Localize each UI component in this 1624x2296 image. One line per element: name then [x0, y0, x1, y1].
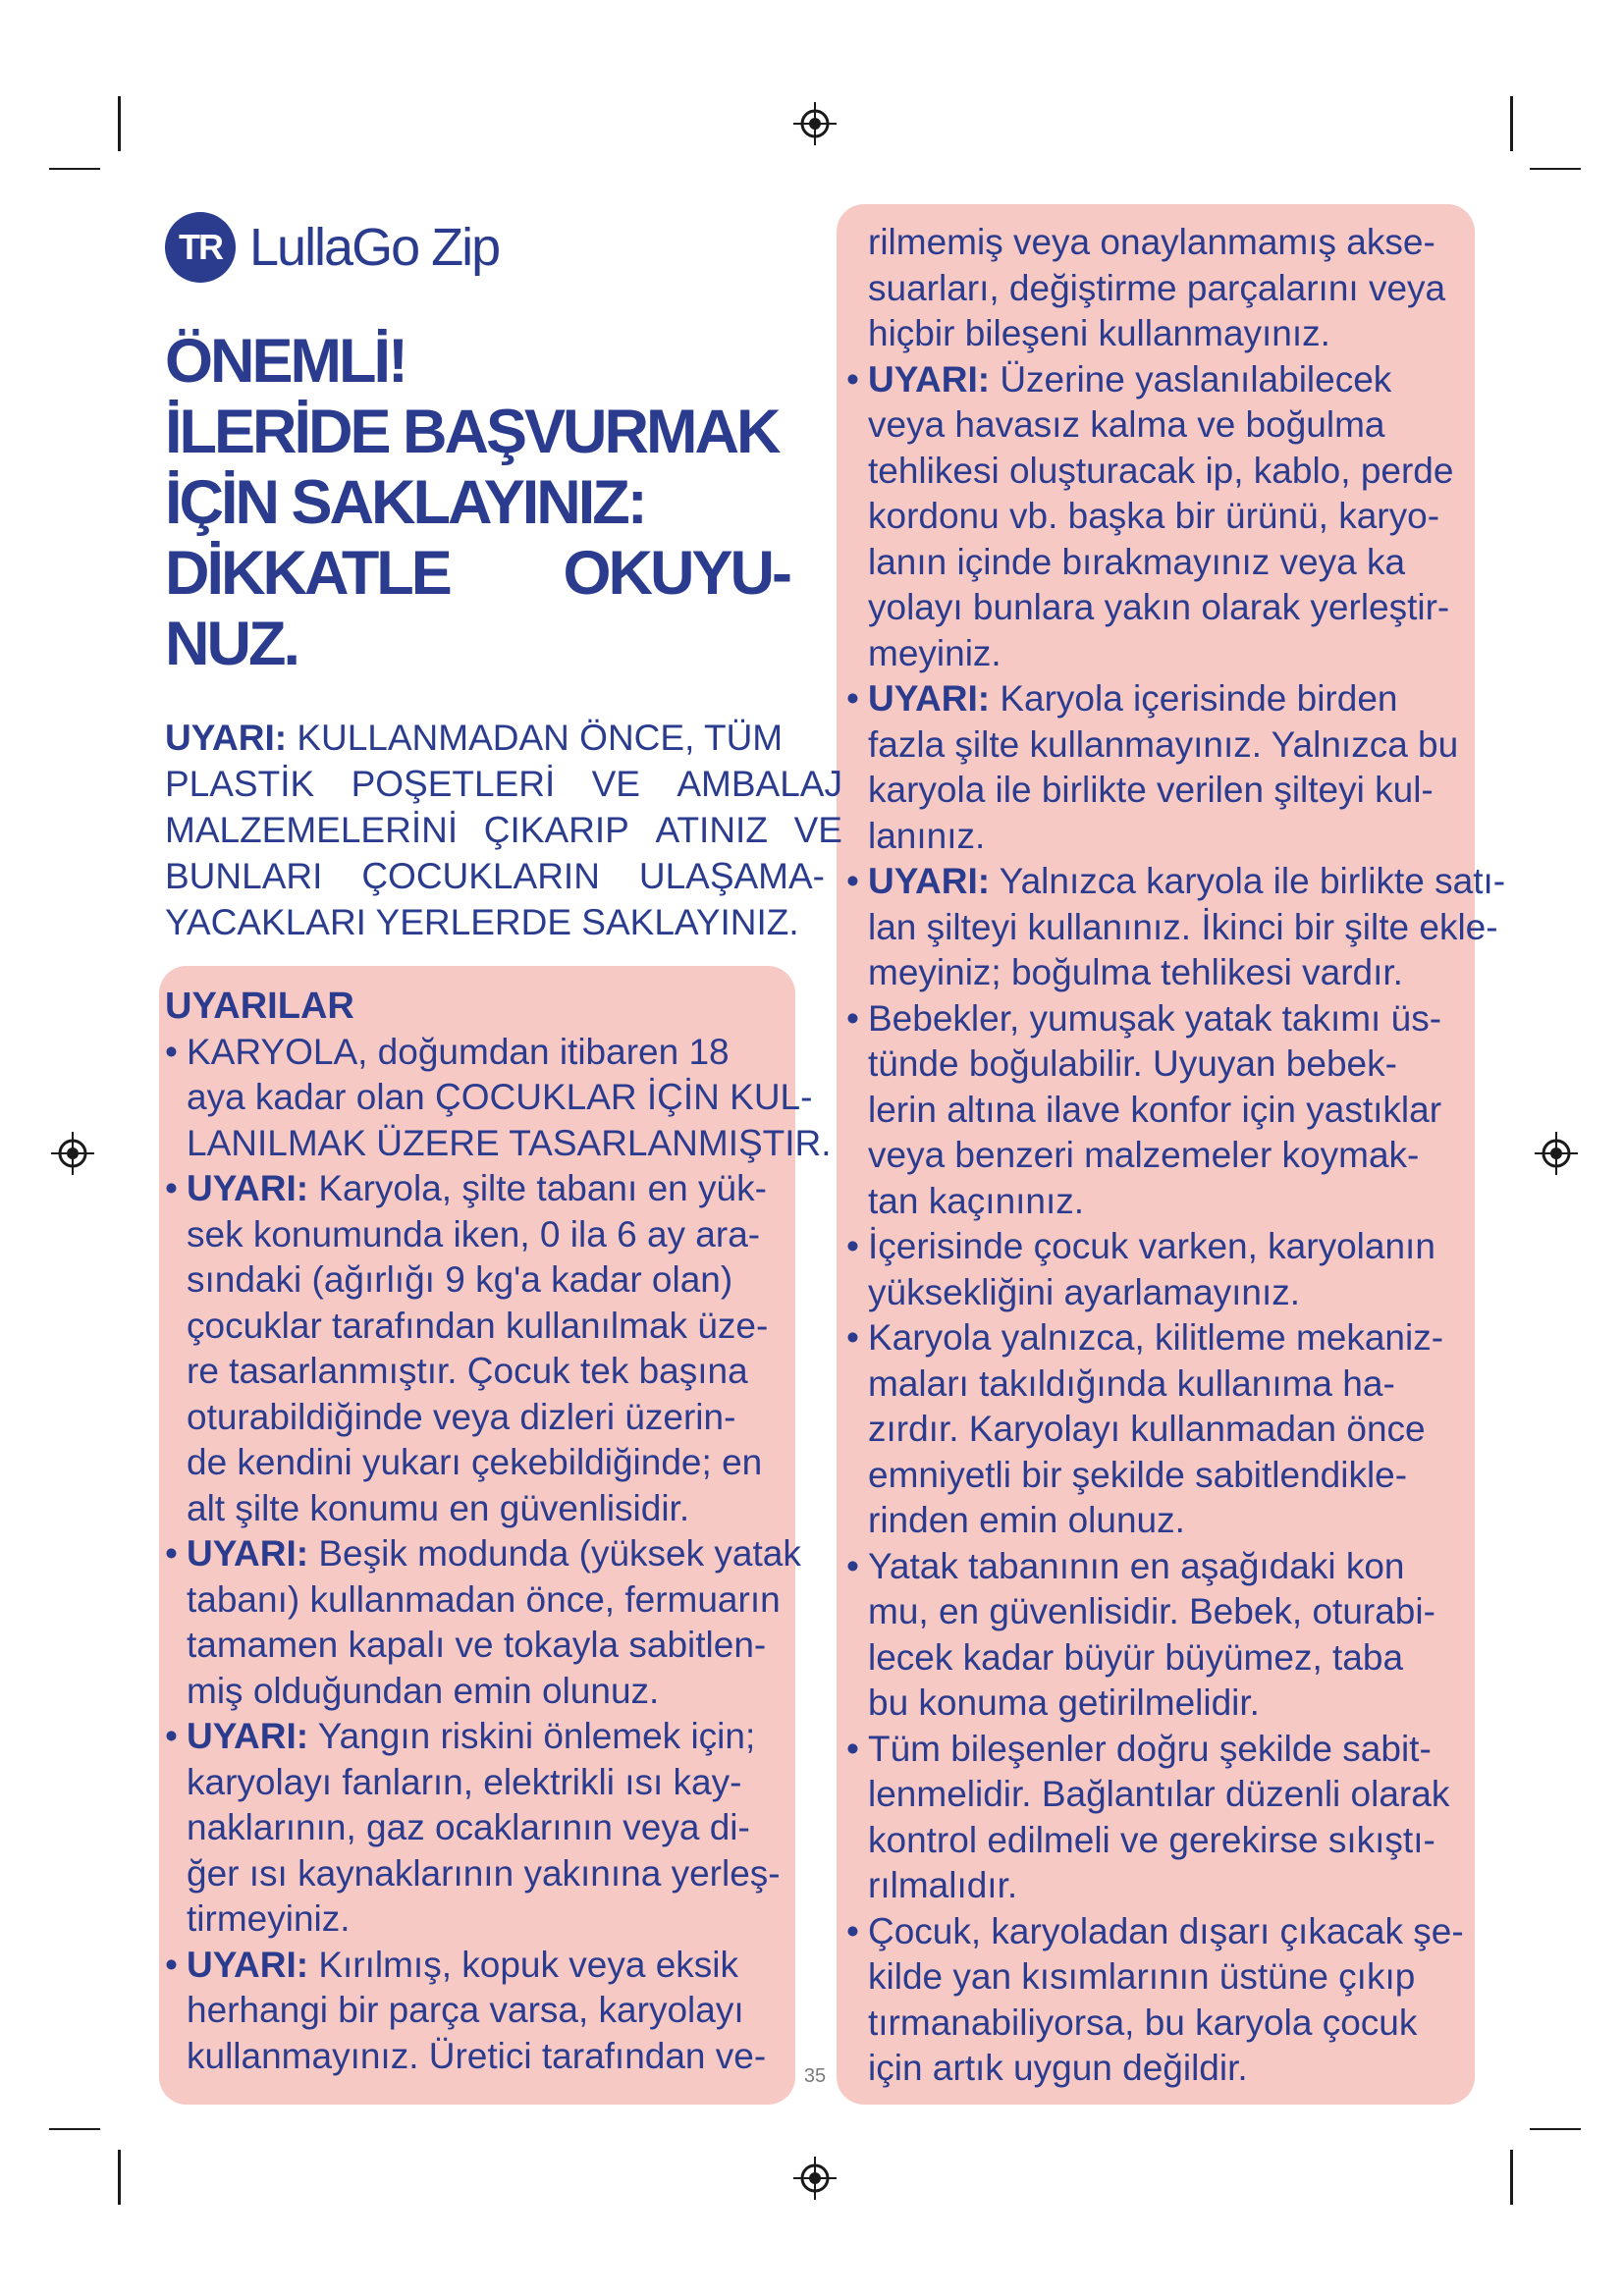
registration-mark-icon [1535, 1132, 1578, 1175]
warning-text: meyiniz. [868, 632, 1001, 673]
warning-label: UYARI: [868, 678, 991, 719]
warning-line [846, 814, 1471, 860]
warning-text: hiçbir bileşeni kullanmayınız. [868, 313, 1330, 353]
warning-line [846, 1362, 1471, 1408]
warning-text: Karyola içerisinde birden [1000, 678, 1398, 719]
intro-word: VE [793, 810, 842, 850]
warning-text: İçerisinde çocuk varken, karyolanın [868, 1226, 1435, 1266]
language-badge: TR [165, 212, 236, 283]
warning-label: UYARI: [187, 1168, 309, 1208]
warning-line [846, 2046, 1471, 2092]
warning-text: alt şilte konumu en güvenlisidir. [187, 1487, 690, 1528]
intro-warning [165, 715, 842, 945]
warning-label: UYARI: [868, 358, 991, 400]
warnings-heading: UYARILAR [165, 986, 354, 1027]
warning-text: fazla şilte kullanmayınız. Yalnızca bu [868, 723, 1459, 765]
warning-text: tabanı) kullanmadan önce, fermuarın [187, 1578, 781, 1620]
warning-line [165, 1577, 793, 1624]
intro-line [165, 853, 825, 899]
warning-line [165, 1440, 793, 1486]
bullet-icon: • [165, 1168, 178, 1208]
warning-line [846, 494, 1471, 540]
bullet-icon: • [846, 861, 859, 901]
warning-line [846, 1909, 1471, 1955]
warning-text: kilde yan kısımlarının üstüne çıkıp [868, 1956, 1416, 1997]
warning-line [846, 357, 1471, 403]
warning-line [165, 1805, 793, 1851]
warning-line [846, 859, 1506, 905]
warning-line [846, 1954, 1471, 2001]
warning-text: mu, en güvenlisidir. Bebek, oturabi- [868, 1591, 1435, 1631]
warning-text: Yatak tabanının en aşağıdaki kon [868, 1545, 1405, 1586]
warning-text: Beşik modunda (yüksek yatak [318, 1533, 801, 1574]
warning-line [846, 950, 1471, 996]
brand-logo [165, 208, 499, 287]
warning-text: Yalnızca karyola ile birlikte satı- [999, 861, 1506, 901]
warning-line [846, 402, 1471, 449]
warning-line [846, 1589, 1471, 1635]
warning-text: suarları, değiştirme parçalarını veya [868, 267, 1446, 308]
title-word: DİKKATLE [165, 539, 450, 608]
intro-line [165, 761, 842, 807]
warning-label: UYARI: [187, 1716, 309, 1756]
warning-line [165, 1304, 793, 1350]
warning-text: miş olduğundan emin olunuz. [187, 1670, 660, 1711]
page-number: 35 [803, 2065, 827, 2087]
title-line: ÖNEMLİ! [165, 327, 406, 396]
warning-label: UYARI: [165, 718, 288, 758]
warning-text: tamamen kapalı ve tokayla sabitlen- [187, 1625, 767, 1665]
warning-label: UYARI: [187, 1533, 309, 1574]
warning-text: zırdır. Karyolayı kullanmadan önce [868, 1409, 1426, 1449]
warning-text: kullanmayınız. Üretici tarafından ve- [187, 2035, 767, 2076]
warning-text: naklarının, gaz ocaklarının veya di- [187, 1807, 750, 1847]
warning-line [846, 1453, 1471, 1499]
intro-word: ULAŞAMA- [638, 856, 825, 896]
crop-mark [49, 2128, 100, 2130]
warning-line [846, 1681, 1471, 1727]
warning-text: rilmemiş veya onaylanmamış akse- [868, 222, 1435, 262]
intro-word: VE [591, 764, 640, 804]
intro-word: ATINIZ [655, 810, 768, 850]
warning-line [165, 1257, 793, 1304]
warning-line [846, 1088, 1471, 1134]
crop-mark [1510, 96, 1513, 151]
warning-line [846, 1498, 1471, 1544]
warning-text: lanın içinde bırakmayınız veya ka [868, 541, 1406, 582]
bullet-icon: • [165, 1533, 178, 1574]
warning-text: KARYOLA, doğumdan itibaren 18 [187, 1031, 730, 1072]
warning-line [165, 1212, 793, 1258]
title-word: OKUYU- [563, 539, 789, 608]
warning-line [165, 1395, 793, 1441]
warning-text: oturabildiğinde veya dizleri üzerin- [187, 1396, 736, 1437]
warning-text: aya kadar olan ÇOCUKLAR İÇİN KUL- [187, 1077, 813, 1117]
warning-text: karyolayı fanların, elektrikli ısı kay- [187, 1761, 742, 1802]
bullet-icon: • [846, 1226, 859, 1266]
bullet-icon: • [846, 1728, 859, 1769]
warning-text: Yangın riskini önlemek için; [317, 1716, 756, 1756]
warning-line [165, 1030, 793, 1076]
warning-text: LANILMAK ÜZERE TASARLANMIŞTIR. [187, 1122, 832, 1163]
warning-line [165, 1851, 793, 1897]
warning-line [846, 996, 1471, 1042]
warning-text: Çocuk, karyoladan dışarı çıkacak şe- [868, 1910, 1464, 1951]
warning-line [846, 1270, 1471, 1316]
warning-line [846, 1863, 1471, 1909]
warning-text: re tasarlanmıştır. Çocuk tek başına [187, 1351, 748, 1391]
warning-line [165, 1166, 793, 1212]
warning-text: tehlikesi oluşturacak ip, kablo, perde [868, 450, 1454, 491]
warning-text: lanınız. [868, 815, 986, 856]
warning-line [846, 1818, 1471, 1864]
warning-text: karyola ile birlikte verilen şilteyi kul- [868, 770, 1434, 810]
warning-text: Bebekler, yumuşak yatak takımı üs- [868, 997, 1442, 1039]
intro-word: ÇIKARIP [483, 810, 629, 850]
warning-line [846, 1315, 1471, 1362]
title-line [165, 538, 789, 609]
crop-mark [49, 168, 100, 170]
warning-text: rinden emin olunuz. [868, 1500, 1185, 1540]
warning-line [165, 1988, 793, 2034]
warning-line [846, 631, 1471, 677]
warning-text: tirmeyiniz. [187, 1898, 351, 1939]
registration-mark-icon [793, 102, 837, 145]
warning-label: UYARI: [187, 1944, 309, 1985]
title-line: NUZ. [165, 610, 298, 678]
warning-line [165, 1486, 793, 1532]
warning-text: maları takıldığında kullanıma ha- [868, 1362, 1395, 1404]
crop-mark [118, 96, 121, 151]
warning-text: Tüm bileşenler doğru şekilde sabit- [868, 1728, 1432, 1769]
bullet-icon: • [846, 1545, 859, 1586]
warning-text: kordonu vb. başka bir ürünü, karyo- [868, 496, 1440, 536]
intro-word: BUNLARI [165, 856, 323, 896]
warning-line [846, 266, 1471, 312]
warning-text: çocuklar tarafından kullanılmak üze- [187, 1305, 769, 1346]
warning-text: herhangi bir parça varsa, karyolayı [187, 1990, 744, 2030]
warning-text: Karyola, şilte tabanı en yük- [318, 1168, 767, 1208]
warning-text: ğer ısı kaynaklarının yakınına yerleş- [187, 1852, 781, 1894]
warning-line [165, 1896, 793, 1943]
intro-line [165, 807, 842, 853]
crop-mark [1530, 168, 1581, 170]
crop-mark [1530, 2128, 1581, 2130]
warning-line [846, 1635, 1471, 1682]
warning-text: lenmelidir. Bağlantılar düzenli olarak [868, 1774, 1450, 1814]
warning-line [846, 1179, 1471, 1225]
warning-line [165, 1623, 793, 1669]
warning-line [165, 1760, 793, 1806]
warning-text: lecek kadar büyür büyümez, taba [868, 1636, 1404, 1678]
warning-label: UYARI: [868, 861, 991, 901]
warning-line [846, 540, 1471, 586]
title-line: İLERİDE BAŞVURMAK [165, 398, 779, 466]
warning-text: veya benzeri malzemeler koymak- [868, 1135, 1420, 1175]
bullet-icon: • [846, 1910, 859, 1951]
crop-mark [1510, 2150, 1513, 2205]
warning-line [165, 1669, 793, 1715]
warning-text: de kendini yukarı çekebildiğinde; en [187, 1442, 763, 1482]
warning-text: emniyetli bir şekilde sabitlendikle- [868, 1454, 1408, 1495]
warning-text: Üzerine yaslanılabilecek [1000, 358, 1392, 400]
intro-line [165, 899, 842, 945]
bullet-icon: • [846, 1317, 859, 1358]
bullet-icon: • [846, 358, 859, 400]
warning-line [846, 449, 1471, 495]
warning-line [165, 1121, 832, 1167]
bullet-icon: • [846, 997, 859, 1039]
warning-line [165, 1714, 793, 1760]
warning-text: veya havasız kalma ve boğulma [868, 404, 1385, 445]
registration-mark-icon [793, 2157, 837, 2200]
warning-text: kontrol edilmeli ve gerekirse sıkıştı- [868, 1819, 1435, 1860]
warning-text: sek konumunda iken, 0 ila 6 ay ara- [187, 1213, 761, 1255]
warning-line [846, 768, 1471, 814]
warning-line [846, 1224, 1471, 1270]
intro-line [165, 715, 842, 761]
intro-word: MALZEMELERİNİ [165, 810, 459, 850]
warning-line [165, 1531, 801, 1577]
crop-mark [118, 2150, 121, 2205]
warnings-list-right [846, 220, 1506, 2092]
warning-line [846, 1041, 1471, 1088]
warning-text: meyiniz; boğulma tehlikesi vardır. [868, 952, 1403, 992]
page-title [165, 326, 793, 679]
warning-line [846, 676, 1471, 722]
bullet-icon: • [165, 1944, 178, 1985]
warning-line [846, 311, 1471, 357]
warning-text: bu konuma getirilmelidir. [868, 1682, 1260, 1723]
warning-line [846, 1407, 1471, 1453]
intro-word: PLASTİK [165, 764, 315, 804]
intro-text: KULLANMADAN ÖNCE, TÜM [297, 718, 784, 758]
warning-line [846, 722, 1471, 769]
warning-line [846, 905, 1498, 951]
warning-line [165, 1075, 813, 1121]
warning-text: tırmanabiliyorsa, bu karyola çocuk [868, 2002, 1418, 2043]
title-line: İÇİN SAKLAYINIZ: [165, 468, 645, 537]
warning-text: Karyola yalnızca, kilitleme mekaniz- [868, 1317, 1444, 1358]
warning-line [846, 1772, 1471, 1818]
warning-text: lerin altına ilave konfor için yastıklar [868, 1089, 1442, 1130]
intro-word: AMBALAJ [677, 764, 842, 804]
intro-text: YACAKLARI YERLERDE SAKLAYINIZ. [165, 902, 799, 942]
warning-text: sındaki (ağırlığı 9 kg'a kadar olan) [187, 1259, 733, 1300]
warning-line [846, 1133, 1471, 1179]
warning-text: yüksekliğini ayarlamayınız. [868, 1271, 1301, 1312]
warning-text: yolayı bunlara yakın olarak yerleştir- [868, 587, 1450, 627]
warning-text: tan kaçınınız. [868, 1180, 1085, 1221]
warning-text: tünde boğulabilir. Uyuyan bebek- [868, 1043, 1397, 1084]
bullet-icon: • [846, 678, 859, 719]
bullet-icon: • [165, 1716, 178, 1756]
warning-text: rılmalıdır. [868, 1865, 1018, 1905]
warning-line [165, 1943, 793, 1989]
bullet-icon: • [165, 1031, 178, 1072]
warning-text: lan şilteyi kullanınız. İkinci bir şilte ekle- [868, 906, 1498, 947]
warning-text: için artık uygun değildir. [868, 2048, 1248, 2088]
intro-word: ÇOCUKLARIN [361, 856, 600, 896]
warning-line [846, 1544, 1471, 1590]
warning-line [846, 2001, 1471, 2047]
warning-text: Kırılmış, kopuk veya eksik [318, 1944, 739, 1985]
intro-word: POŞETLERİ [351, 764, 556, 804]
warning-line [846, 1727, 1471, 1773]
warning-line [846, 585, 1471, 631]
warning-line [165, 1349, 793, 1395]
warning-line [846, 220, 1471, 266]
brand-name: LullaGo Zip [249, 218, 500, 277]
warning-line [165, 2034, 793, 2080]
registration-mark-icon [51, 1132, 94, 1175]
